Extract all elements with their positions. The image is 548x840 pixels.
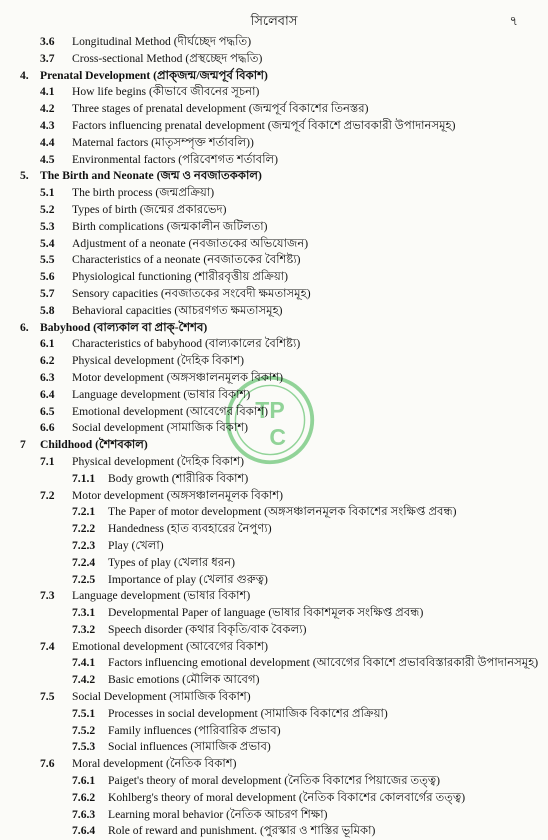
item-number: 7.3	[40, 589, 55, 603]
item-text: How life begins (কীভাবে জীবনের সূচনা)	[72, 85, 260, 99]
section-item	[0, 101, 548, 118]
item-text: Motor development (অঙ্গসঞ্চালনমূলক বিকাশ)	[72, 370, 284, 384]
item-text: Paiget's theory of moral development (নৈতিক বিকাশের পিয়াজের তত্ত্ব)	[108, 774, 440, 788]
item-text: Three stages of prenatal development (জন্মপূর্ব বিকাশের তিনস্তর)	[72, 102, 369, 116]
section-item	[0, 336, 548, 353]
item-text: Emotional development (আবেগের বিকাশ)	[72, 639, 268, 653]
item-text: Babyhood (বাল্যকাল বা প্রাক্-শৈশব)	[40, 320, 208, 334]
subsection-item	[0, 672, 548, 689]
item-number: 7.2.1	[72, 505, 96, 519]
item-number: 4.5	[40, 152, 55, 166]
section-item	[0, 420, 548, 437]
item-text: Social Development (সামাজিক বিকাশ)	[72, 690, 251, 704]
item-number: 6.4	[40, 387, 55, 401]
item-number: 4.	[20, 68, 29, 82]
section-item	[0, 454, 548, 471]
subsection-item	[0, 773, 548, 790]
subsection-item	[0, 739, 548, 756]
item-number: 3.6	[40, 35, 55, 48]
item-number: 7	[20, 438, 26, 452]
item-text: Role of reward and punishment. (পুরস্কার ও শাস্তির ভূমিকা)	[108, 824, 376, 838]
item-number: 7.6.2	[72, 790, 96, 804]
item-text: Characteristics of babyhood (বাল্যকালের বৈশিষ্ট্য)	[72, 337, 301, 351]
page-number: ৭	[509, 13, 518, 28]
item-number: 7.2.5	[72, 572, 96, 586]
item-number: 7.3.1	[72, 606, 96, 620]
item-number: 6.5	[40, 404, 55, 418]
item-text: Handedness (হাত ব্যবহারের নৈপুণ্য)	[108, 522, 272, 536]
item-number: 7.6	[40, 757, 55, 771]
section-item	[0, 118, 548, 135]
item-number: 6.6	[40, 421, 55, 435]
item-number: 7.5	[40, 690, 55, 704]
section-item	[0, 370, 548, 387]
chapter-heading	[0, 168, 548, 185]
section-item	[0, 689, 548, 706]
item-number: 4.4	[40, 135, 55, 149]
item-text: Physical development (দৈহিক বিকাশ)	[72, 354, 244, 368]
section-item	[0, 588, 548, 605]
item-text: Cross-sectional Method (প্রস্থচ্ছেদ পদ্ধতি)	[72, 51, 263, 65]
item-text: Birth complications (জন্মকালীন জটিলতা)	[72, 219, 268, 233]
item-number: 7.6.3	[72, 807, 96, 821]
item-number: 7.3.2	[72, 622, 96, 636]
item-text: Childhood (শৈশবকাল)	[40, 438, 148, 452]
item-number: 5.6	[40, 270, 55, 284]
item-number: 5.7	[40, 286, 55, 300]
item-number: 5.	[20, 169, 29, 183]
subsection-item	[0, 605, 548, 622]
item-text: Environmental factors (পরিবেশগত শর্তাবলি)	[72, 152, 279, 166]
item-text: Physiological functioning (শারীরবৃত্তীয় প্রক্রিয়া)	[72, 270, 289, 284]
section-item	[0, 252, 548, 269]
item-number: 6.	[20, 320, 29, 334]
item-text: Basic emotions (মৌলিক আবেগ)	[108, 673, 260, 687]
item-text: Importance of play (খেলার গুরুত্ব)	[108, 572, 268, 586]
item-number: 6.2	[40, 354, 55, 368]
item-number: 7.4.1	[72, 656, 96, 670]
subsection-item	[0, 706, 548, 723]
item-text: Social influences (সামাজিক প্রভাব)	[108, 740, 271, 754]
item-text: Developmental Paper of language (ভাষার বিকাশমূলক সংক্ষিপ্ত প্রবন্ধ)	[108, 606, 424, 620]
item-number: 4.2	[40, 102, 55, 116]
page-header	[0, 12, 548, 30]
section-item	[0, 185, 548, 202]
item-text: Processes in social development (সামাজিক বিকাশের প্রক্রিয়া)	[108, 706, 388, 720]
chapter-heading	[0, 68, 548, 85]
item-text: Types of birth (জন্মের প্রকারভেদ)	[72, 202, 227, 216]
item-text: Learning moral behavior (নৈতিক আচরণ শিক্ষা)	[108, 807, 328, 821]
subsection-item	[0, 504, 548, 521]
item-number: 7.4	[40, 639, 55, 653]
section-item	[0, 152, 548, 169]
item-number: 7.2.3	[72, 538, 96, 552]
item-number: 7.2.4	[72, 555, 96, 569]
item-text: Play (খেলা)	[108, 538, 164, 552]
item-text: Motor development (অঙ্গসঞ্চালনমূলক বিকাশ)	[72, 488, 284, 502]
item-text: Characteristics of a neonate (নবজাতকের বৈশিষ্ট্য)	[72, 253, 301, 267]
item-number: 7.1.1	[72, 471, 96, 485]
item-text: Factors influencing emotional development (আবেগের বিকাশে প্রভাববিস্তারকারী উপাদানসমূহ)	[108, 656, 539, 670]
section-item	[0, 219, 548, 236]
item-number: 5.5	[40, 253, 55, 267]
item-text: Sensory capacities (নবজাতকের সংবেদী ক্ষমতাসমূহ)	[72, 286, 311, 300]
subsection-item	[0, 555, 548, 572]
item-text: Factors influencing prenatal development (জন্মপূর্ব বিকাশে প্রভাবকারী উপাদানসমূহ)	[72, 118, 456, 132]
subsection-item	[0, 807, 548, 824]
section-item	[0, 488, 548, 505]
subsection-item	[0, 622, 548, 639]
item-number: 7.2	[40, 488, 55, 502]
subsection-item	[0, 823, 548, 840]
syllabus-list	[0, 34, 548, 840]
item-text: The birth process (জন্মপ্রক্রিয়া)	[72, 186, 215, 200]
item-number: 7.5.3	[72, 740, 96, 754]
subsection-item	[0, 521, 548, 538]
section-item	[0, 84, 548, 101]
item-text: Body growth (শারীরিক বিকাশ)	[108, 471, 249, 485]
chapter-heading	[0, 320, 548, 337]
item-text: Behavioral capacities (আচরণগত ক্ষমতাসমূহ)	[72, 303, 283, 317]
section-item	[0, 202, 548, 219]
section-item	[0, 353, 548, 370]
item-text: Language development (ভাষার বিকাশ)	[72, 387, 251, 401]
item-number: 5.8	[40, 303, 55, 317]
section-item	[0, 51, 548, 68]
item-number: 7.5.1	[72, 706, 96, 720]
svg-text:C: C	[269, 423, 287, 450]
chapter-heading	[0, 437, 548, 454]
item-text: Types of play (খেলার ধরন)	[108, 555, 235, 569]
section-item	[0, 756, 548, 773]
item-number: 7.6.1	[72, 774, 96, 788]
item-text: Prenatal Development (প্রাক্জন্ম/জন্মপূর্ব বিকাশ)	[40, 68, 268, 82]
item-text: Physical development (দৈহিক বিকাশ)	[72, 454, 244, 468]
item-text: Maternal factors (মাতৃসম্পৃক্ত শর্তাবলি))	[72, 135, 254, 149]
section-item	[0, 639, 548, 656]
section-item	[0, 387, 548, 404]
item-number: 6.3	[40, 370, 55, 384]
item-number: 7.6.4	[72, 824, 96, 838]
item-text: Adjustment of a neonate (নবজাতকের অভিযোজন)	[72, 236, 309, 250]
item-text: Family influences (পারিবারিক প্রভাব)	[108, 723, 281, 737]
section-item	[0, 135, 548, 152]
item-number: 7.1	[40, 454, 55, 468]
item-number: 5.1	[40, 186, 55, 200]
section-item	[0, 34, 548, 51]
item-number: 6.1	[40, 337, 55, 351]
item-number: 4.1	[40, 85, 55, 99]
item-number: 5.2	[40, 202, 55, 216]
page-title: সিলেবাস	[250, 13, 298, 28]
subsection-item	[0, 471, 548, 488]
subsection-item	[0, 572, 548, 589]
section-item	[0, 303, 548, 320]
subsection-item	[0, 723, 548, 740]
item-text: Kohlberg's theory of moral development (নৈতিক বিকাশের কোলবার্গের তত্ত্ব)	[108, 790, 466, 804]
section-item	[0, 236, 548, 253]
item-number: 5.3	[40, 219, 55, 233]
item-text: Social development (সামাজিক বিকাশ)	[72, 421, 249, 435]
item-number: 7.5.2	[72, 723, 96, 737]
section-item	[0, 404, 548, 421]
section-item	[0, 269, 548, 286]
subsection-item	[0, 538, 548, 555]
item-text: The Paper of motor development (অঙ্গসঞ্চালনমূলক বিকাশের সংক্ষিপ্ত প্রবন্ধ)	[108, 505, 457, 519]
svg-text:TP: TP	[255, 397, 285, 424]
item-text: Longitudinal Method (দীর্ঘচ্ছেদ পদ্ধতি)	[72, 35, 252, 48]
item-number: 3.7	[40, 51, 55, 65]
item-text: Emotional development (আবেগের বিকাশ)	[72, 404, 268, 418]
subsection-item	[0, 655, 548, 672]
item-text: The Birth and Neonate (জন্ম ও নবজাতককাল)	[40, 169, 262, 183]
item-number: 5.4	[40, 236, 55, 250]
item-number: 4.3	[40, 118, 55, 132]
item-number: 7.2.2	[72, 522, 96, 536]
subsection-item	[0, 790, 548, 807]
item-text: Moral development (নৈতিক বিকাশ)	[72, 757, 237, 771]
item-text: Language development (ভাষার বিকাশ)	[72, 589, 251, 603]
item-number: 7.4.2	[72, 673, 96, 687]
item-text: Speech disorder (কথার বিকৃতি/বাক বৈকল্য)	[108, 622, 307, 636]
section-item	[0, 286, 548, 303]
